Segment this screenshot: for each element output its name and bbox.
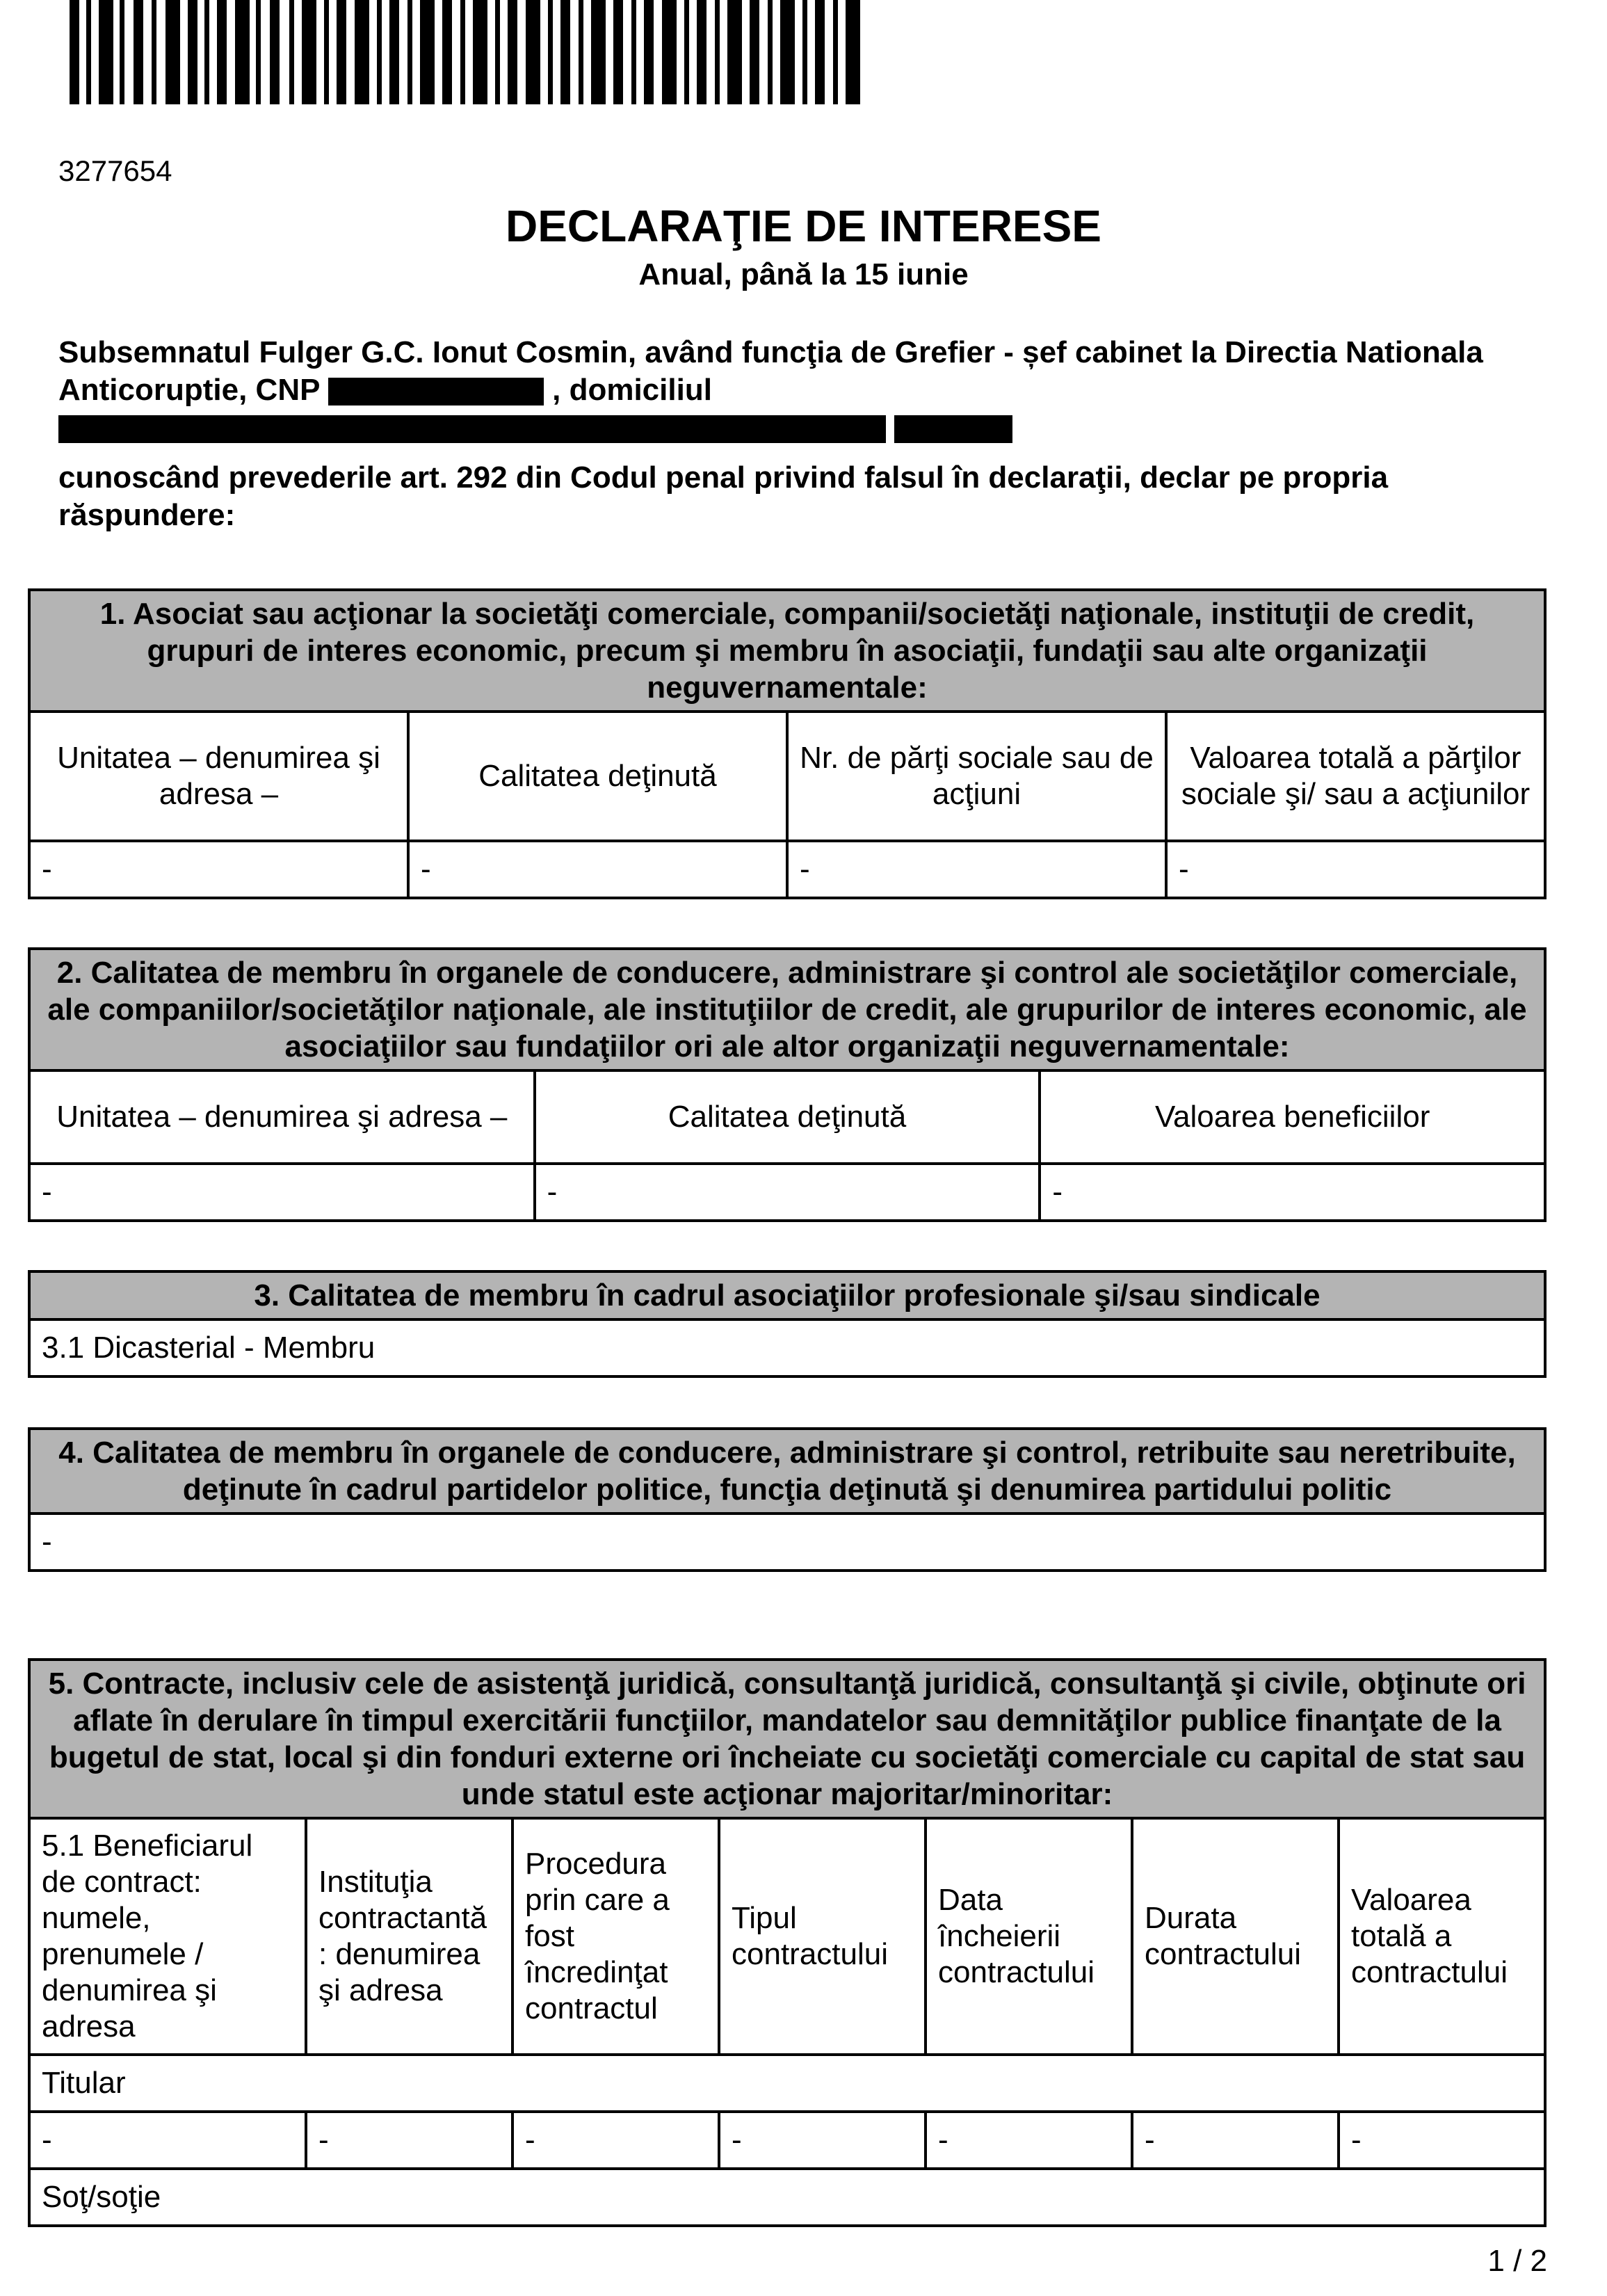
section-1-heading: 1. Asociat sau acţionar la societăţi comerciale, companii/societăţi naţionale, instituţii de credit, grupuri de interes economic, precum şi membru în asociaţii, fundaţii sau alte organizaţii neguvernamentale: (29, 590, 1545, 712)
page-number: 1 / 2 (1487, 2244, 1547, 2278)
table-row (29, 1514, 1545, 1571)
section-3 (28, 1270, 1547, 1378)
col-header: Procedura prin care a fost încredinţat contractul (512, 1818, 719, 2055)
table-cell: - (29, 1514, 1545, 1571)
table-row (29, 841, 1545, 898)
table-cell: - (306, 2112, 512, 2169)
barcode (70, 0, 862, 104)
table-cell: - (408, 841, 787, 898)
section-1 (28, 588, 1547, 899)
intro-line2: cunoscând prevederile art. 292 din Codul penal privind falsul în declaraţii, declar pe propria răspundere: (58, 460, 1389, 532)
col-header: Durata contractului (1132, 1818, 1339, 2055)
section-5-heading: 5. Contracte, inclusiv cele de asistenţă juridică, consultanţă juridică, consultanţă şi civile, obţinute ori aflate în derulare în timpul exercitării funcţiilor, mandatelor sau demnităţilor publice finanţate de la bugetul de stat, local şi din fonduri externe ori încheiate cu societăţi comerciale cu capital de stat sau unde statul este acţionar majoritar/minoritar: (29, 1660, 1545, 1818)
table-cell: - (719, 2112, 926, 2169)
table-cell: - (1339, 2112, 1545, 2169)
section-4 (28, 1427, 1547, 1572)
document-title: DECLARAŢIE DE INTERESE (506, 201, 1101, 251)
table-cell: - (1166, 841, 1545, 898)
col-header: Unitatea – denumirea şi adresa – (29, 1070, 535, 1164)
group-row-sot (29, 2169, 1545, 2226)
table-cell: - (1132, 2112, 1339, 2169)
section-2 (28, 947, 1547, 1222)
redacted-cnp (328, 378, 544, 406)
group-label: Titular (29, 2055, 1545, 2112)
declarant-intro (28, 334, 1544, 534)
col-header: Unitatea – denumirea şi adresa – (29, 712, 408, 841)
section-3-heading: 3. Calitatea de membru în cadrul asociaţiilor profesionale şi/sau sindicale (29, 1271, 1545, 1319)
col-header: Nr. de părţi sociale sau de acţiuni (787, 712, 1166, 841)
col-header: Tipul contractului (719, 1818, 926, 2055)
col-header: Valoarea totală a părţilor sociale şi/ sau a acţiunilor (1166, 712, 1545, 841)
redacted-address-cont (894, 415, 1012, 443)
section-4-heading: 4. Calitatea de membru în organele de conducere, administrare şi control, retribuite sau neretribuite, deţinute în cadrul partidelor politice, funcţia deţinută şi denumirea partidului politic (29, 1429, 1545, 1514)
table-cell: - (787, 841, 1166, 898)
group-row-titular (29, 2055, 1545, 2112)
col-header: Valoarea totală a contractului (1339, 1818, 1545, 2055)
redacted-address (58, 415, 886, 443)
domiciliu-label: , domiciliul (552, 373, 712, 407)
group-label: Soţ/soţie (29, 2169, 1545, 2226)
col-header: Calitatea deţinută (535, 1070, 1040, 1164)
table-cell: - (29, 1164, 535, 1221)
table-cell: - (926, 2112, 1132, 2169)
barcode-number: 3277654 (58, 154, 172, 187)
table-cell: - (29, 2112, 306, 2169)
col-header: Data încheierii contractului (926, 1818, 1132, 2055)
col-header: Calitatea deţinută (408, 712, 787, 841)
table-cell: - (1040, 1164, 1545, 1221)
table-cell: - (512, 2112, 719, 2169)
intro-line1: Subsemnatul Fulger G.C. Ionut Cosmin, având funcţia de Grefier - șef cabinet la Directia Nationala Anticoruptie, CNP (58, 335, 1483, 407)
section-2-heading: 2. Calitatea de membru în organele de conducere, administrare şi control ale societăţilor comerciale, ale companiilor/societăţilor naţionale, ale instituţiilor de credit, ale grupurilor de interes economic, ale asociaţiilor sau fundaţiilor ori ale altor organizaţii neguvernamentale: (29, 949, 1545, 1070)
col-header: 5.1 Beneficiarul de contract: numele, prenumele / denumirea şi adresa (29, 1818, 306, 2055)
table-row (29, 1164, 1545, 1221)
document-subtitle: Anual, până la 15 iunie (638, 257, 969, 291)
table-row (29, 2112, 1545, 2169)
table-row (29, 1319, 1545, 1376)
table-cell: - (535, 1164, 1040, 1221)
table-cell: - (29, 841, 408, 898)
col-header: Valoarea beneficiilor (1040, 1070, 1545, 1164)
table-cell: 3.1 Dicasterial - Membru (29, 1319, 1545, 1376)
col-header: Instituţia contractantă : denumirea şi adresa (306, 1818, 512, 2055)
section-5 (28, 1658, 1547, 2227)
